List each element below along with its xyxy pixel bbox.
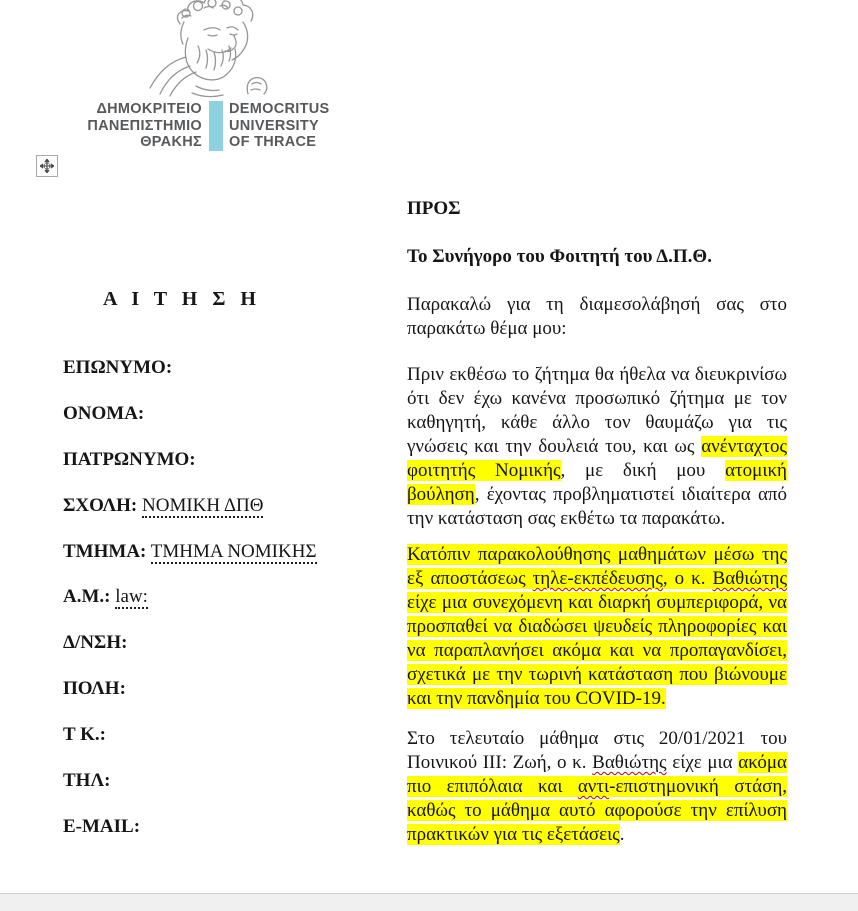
letter-text: Βαθιώτης (592, 752, 667, 773)
letter-body (407, 197, 787, 847)
letter-text: Παρακαλώ για τη διαμεσολάβησή σας στο παρακάτω θέμα μου: (407, 294, 787, 339)
logo-english-line: UNIVERSITY (229, 117, 320, 134)
move-handle-icon[interactable] (36, 155, 58, 177)
highlighted-text: τηλε-εκπέδευσης (532, 568, 663, 589)
form-field (63, 495, 403, 541)
letter-paragraph (407, 197, 787, 221)
form-fields (63, 357, 403, 862)
form-field-value: law: (115, 586, 148, 608)
form-field-value: ΤΜΗΜΑ ΝΟΜΙΚΗΣ (150, 540, 317, 562)
form-field (63, 770, 403, 816)
form-field (63, 678, 403, 724)
highlighted-text: ακόμα πιο επιπόλαια και (407, 752, 788, 797)
letter-text: Στο τελευταίο μάθημα στις 20/01/2021 του Ποινικού ΙΙΙ: Ζωή, ο κ. (407, 728, 787, 773)
highlighted-text: είχε μια συνεχόμενη και διαρκή συμπεριφορά, να προσπαθεί να διαδώσει ψευδείς πληροφορίες και να παραπλανήσει ακόμα και να προπαγανδίσει, σχετικά με την τωρινή κατάσταση που βιώνουμε και την πανδημία του COVID-19. (407, 592, 787, 709)
letter-text: Το Συνήγορο του Φοιτητή του Δ.Π.Θ. (407, 246, 712, 267)
highlighted-text: , ο κ. (662, 568, 713, 589)
letter-text: . (619, 824, 625, 845)
form-field (63, 403, 403, 449)
logo-greek-line: ΔΗΜΟΚΡΙΤΕΙΟ (96, 101, 202, 117)
highlighted-text: Βαθιώτης (712, 568, 787, 589)
form-field-value: ΝΟΜΙΚΗ ΔΠΘ (142, 494, 264, 516)
highlighted-text: αντι (577, 776, 610, 797)
highlighted-text: Κατόπιν παρακολούθησης μαθημάτων μέσω της εξ αποστάσεως (407, 544, 787, 589)
form-field-label: ΟΝΟΜΑ: (63, 402, 145, 424)
form-field-label: ΣΧΟΛΗ: (63, 494, 138, 516)
logo-greek-line: ΘΡΑΚΗΣ (140, 134, 202, 150)
logo-english-line: OF THRACE (229, 134, 317, 150)
letter-text: Πριν εκθέσω το ζήτημα θα ήθελα να διευκρινίσω ότι δεν έχω κανένα προσωπικό ζήτημα με τον καθηγητή, κάθε άλλο τον θαυμάζω για τις γνώσεις και την δουλειά του, και ως (407, 364, 787, 457)
highlighted-text: ανένταχτος φοιτητής Νομικής (407, 436, 787, 481)
letter-text: , με δική μου (560, 460, 726, 481)
form-field (63, 449, 403, 495)
letter-paragraph (407, 727, 787, 847)
university-logo (0, 0, 360, 160)
logo-text-row (60, 101, 339, 151)
form-field-label: ΤΗΛ: (63, 770, 111, 792)
form-field-label: ΕΠΩΝΥΜΟ: (63, 357, 173, 378)
logo-english-name (229, 101, 339, 151)
form-field-label: Α.Μ.: (63, 586, 111, 608)
letter-text: ΠΡΟΣ (407, 198, 461, 219)
form-field (63, 632, 403, 678)
logo-english-line: DEMOCRITUS (229, 101, 330, 117)
form-field (63, 816, 403, 862)
letter-paragraph (407, 293, 787, 341)
form-field-label: Δ/ΝΣΗ: (63, 632, 128, 654)
form-field (63, 724, 403, 770)
application-title: Α Ι Τ Η Σ Η (103, 288, 261, 310)
letter-text: , έχοντας προβληματιστεί ιδιαίτερα από την κατάσταση σας εκθέτω τα παρακάτω. (407, 484, 787, 529)
highlighted-text: ατομική βούληση (407, 460, 787, 505)
form-field-label: E-MAIL: (63, 815, 141, 837)
form-field-label: Τ Κ.: (63, 724, 106, 746)
highlighted-text: -επιστημονική στάση, καθώς το μάθημα αυτό αφορούσε την επίλυση πρακτικών για τις εξετάσεις (407, 776, 788, 845)
logo-greek-name (60, 101, 202, 151)
form-field-label: ΠΑΤΡΩΝΥΜΟ: (63, 448, 196, 470)
form-field-label: ΠΟΛΗ: (63, 678, 126, 700)
logo-divider-bar (209, 101, 223, 151)
letter-paragraph (407, 543, 787, 711)
democritus-portrait-engraving (148, 0, 276, 98)
form-field (63, 541, 403, 587)
logo-greek-line: ΠΑΝΕΠΙΣΤΗΜΙΟ (87, 117, 202, 134)
letter-paragraph (407, 245, 787, 269)
viewport-bottom-gutter (0, 893, 858, 911)
form-field (63, 586, 403, 632)
form-field-label: ΤΜΗΜΑ: (63, 540, 147, 562)
letter-paragraph (407, 363, 787, 531)
form-field (63, 357, 403, 403)
letter-text: είχε μια (666, 752, 739, 773)
